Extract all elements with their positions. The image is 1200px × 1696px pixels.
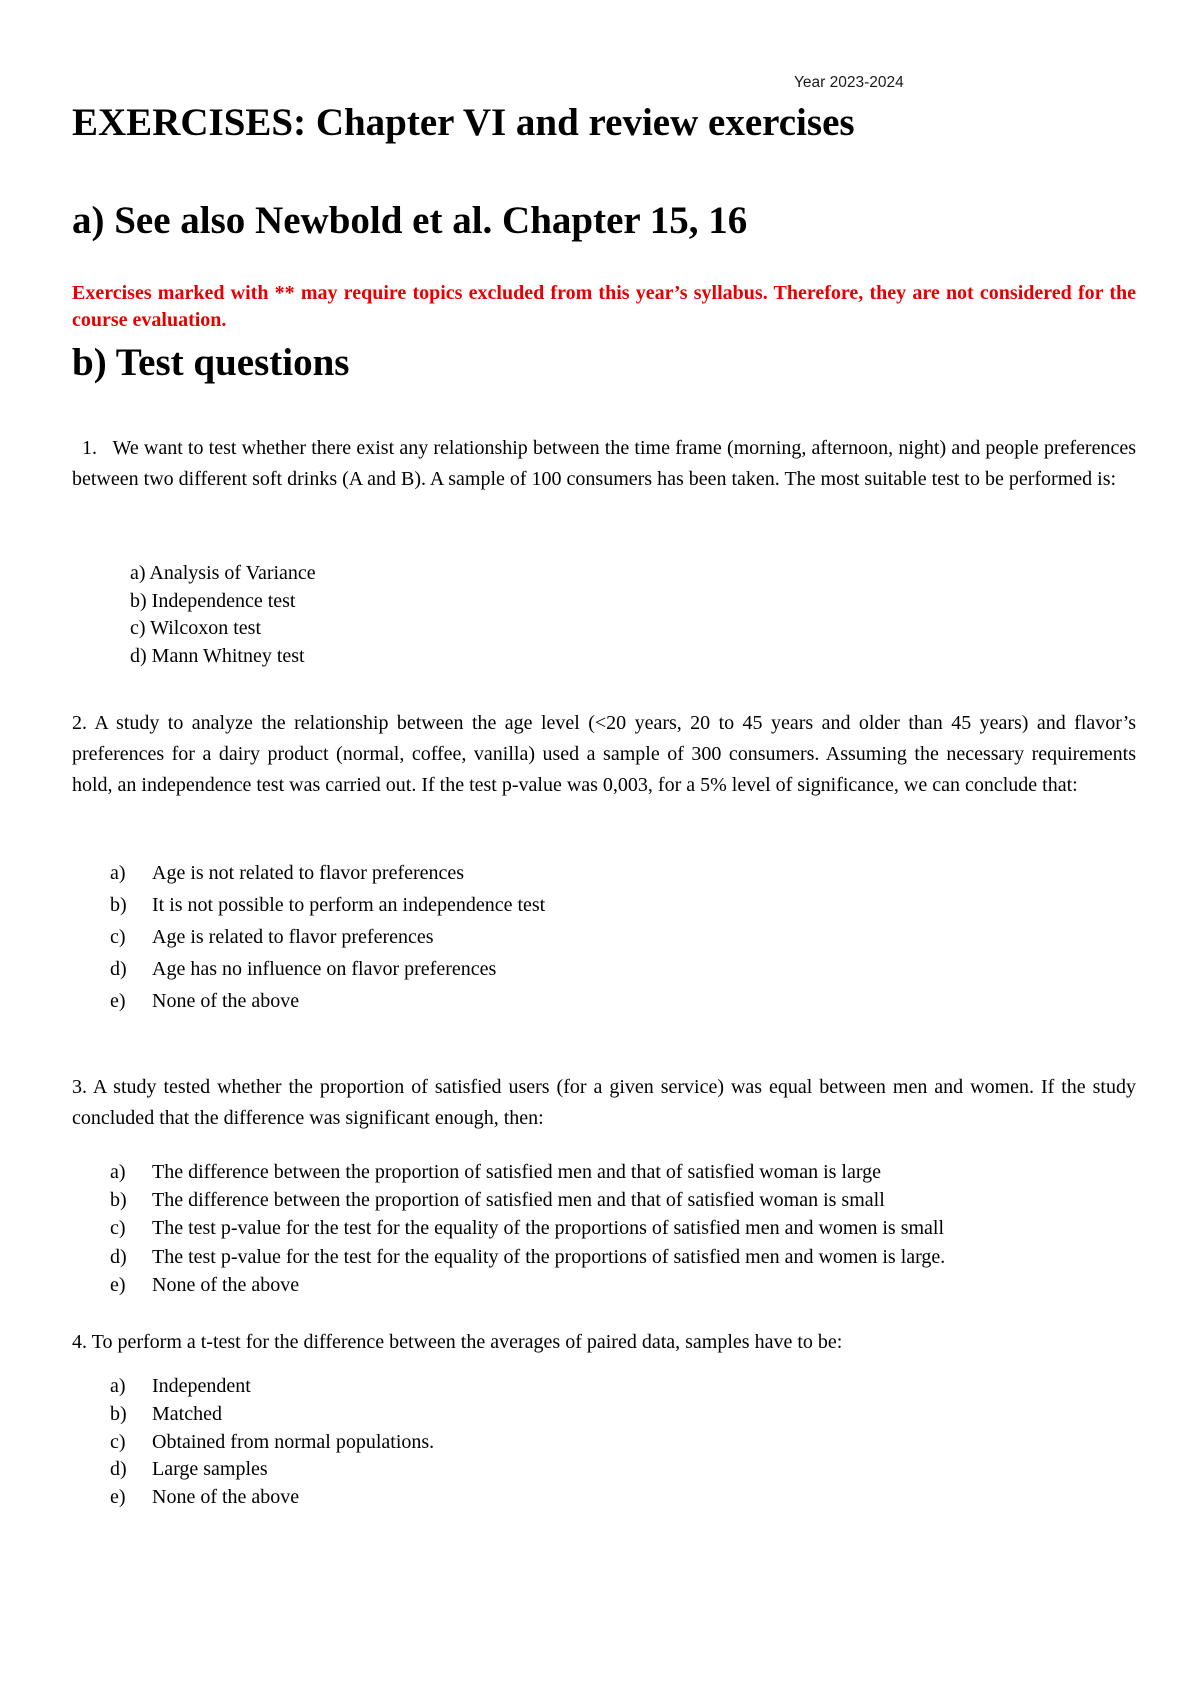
question-2-option-a: a) Age is not related to flavor preferences (110, 862, 465, 884)
question-4-option-a: a) Independent (110, 1375, 251, 1397)
section-b-heading: b) Test questions (72, 341, 350, 384)
year-header: Year 2023-2024 (794, 74, 904, 91)
syllabus-note: Exercises marked with ** may require topics excluded from this year’s syllabus. Therefore, they are not considered for the course evaluation. (72, 282, 1136, 331)
question-4-number: 4. (72, 1331, 87, 1353)
question-2-text: A study to analyze the relationship between the age level (<20 years, 20 to 45 years and older than 45 years) and flavor’s preferences for a dairy product (normal, coffee, vanilla) used a sample of 300 consumers. Assuming the necessary requirements hold, an independence test was carried out. If the test p-value was 0,003, for a 5% level of significance, we can conclude that: (72, 712, 1136, 796)
question-3 (72, 1072, 1136, 1134)
question-4-option-d: d) Large samples (110, 1458, 268, 1481)
question-3-text: A study tested whether the proportion of satisfied users (for a given service) was equal between men and women. If the study concluded that the difference was significant enough, then: (72, 1076, 1136, 1129)
question-4-option-e: e) None of the above (110, 1486, 300, 1509)
question-3-options (110, 1158, 945, 1299)
question-1-options (130, 560, 316, 670)
question-1-number: 1. (82, 437, 97, 459)
question-2-option-c: c) Age is related to flavor preferences (110, 926, 434, 948)
question-2-number: 2. (72, 712, 87, 734)
question-3-option-e: e) None of the above (110, 1273, 300, 1296)
question-2-option-e: e) None of the above (110, 990, 300, 1012)
question-4 (72, 1327, 1136, 1358)
question-4-option-b: b) Matched (110, 1402, 222, 1425)
question-2-options (110, 857, 545, 1017)
question-3-option-b: b) The difference between the proportion of satisfied men and that of satisfied woman is small (110, 1189, 885, 1212)
question-4-option-c: c) Obtained from normal populations. (110, 1430, 435, 1453)
question-3-option-d: d) The test p-value for the test for the equality of the proportions of satisfied men and women is large. (110, 1245, 946, 1268)
question-1-option-a: a) Analysis of Variance (130, 562, 316, 584)
question-2-option-d: d) Age has no influence on flavor preferences (110, 958, 497, 980)
question-3-option-c: c) The test p-value for the test for the equality of the proportions of satisfied men and women is small (110, 1217, 945, 1240)
question-1-text: We want to test whether there exist any relationship between the time frame (morning, afternoon, night) and people preferences between two different soft drinks (A and B). A sample of 100 consumers has been taken. The most suitable test to be performed is: (72, 437, 1137, 490)
question-4-text: To perform a t-test for the difference between the averages of paired data, samples have to be: (91, 1331, 843, 1353)
page-title: EXERCISES: Chapter VI and review exercises (72, 101, 855, 144)
question-3-number: 3. (72, 1076, 87, 1098)
question-2-option-b: b) It is not possible to perform an independence test (110, 894, 546, 916)
question-1 (72, 433, 1136, 495)
question-1-option-d: d) Mann Whitney test (130, 644, 305, 667)
question-1-option-b: b) Independence test (130, 589, 296, 612)
question-2 (72, 708, 1136, 801)
question-3-option-a: a) The difference between the proportion of satisfied men and that of satisfied woman is large (110, 1161, 882, 1183)
question-4-options (110, 1373, 434, 1512)
question-1-option-c: c) Wilcoxon test (130, 617, 262, 639)
section-a-heading: a) See also Newbold et al. Chapter 15, 16 (72, 199, 748, 242)
